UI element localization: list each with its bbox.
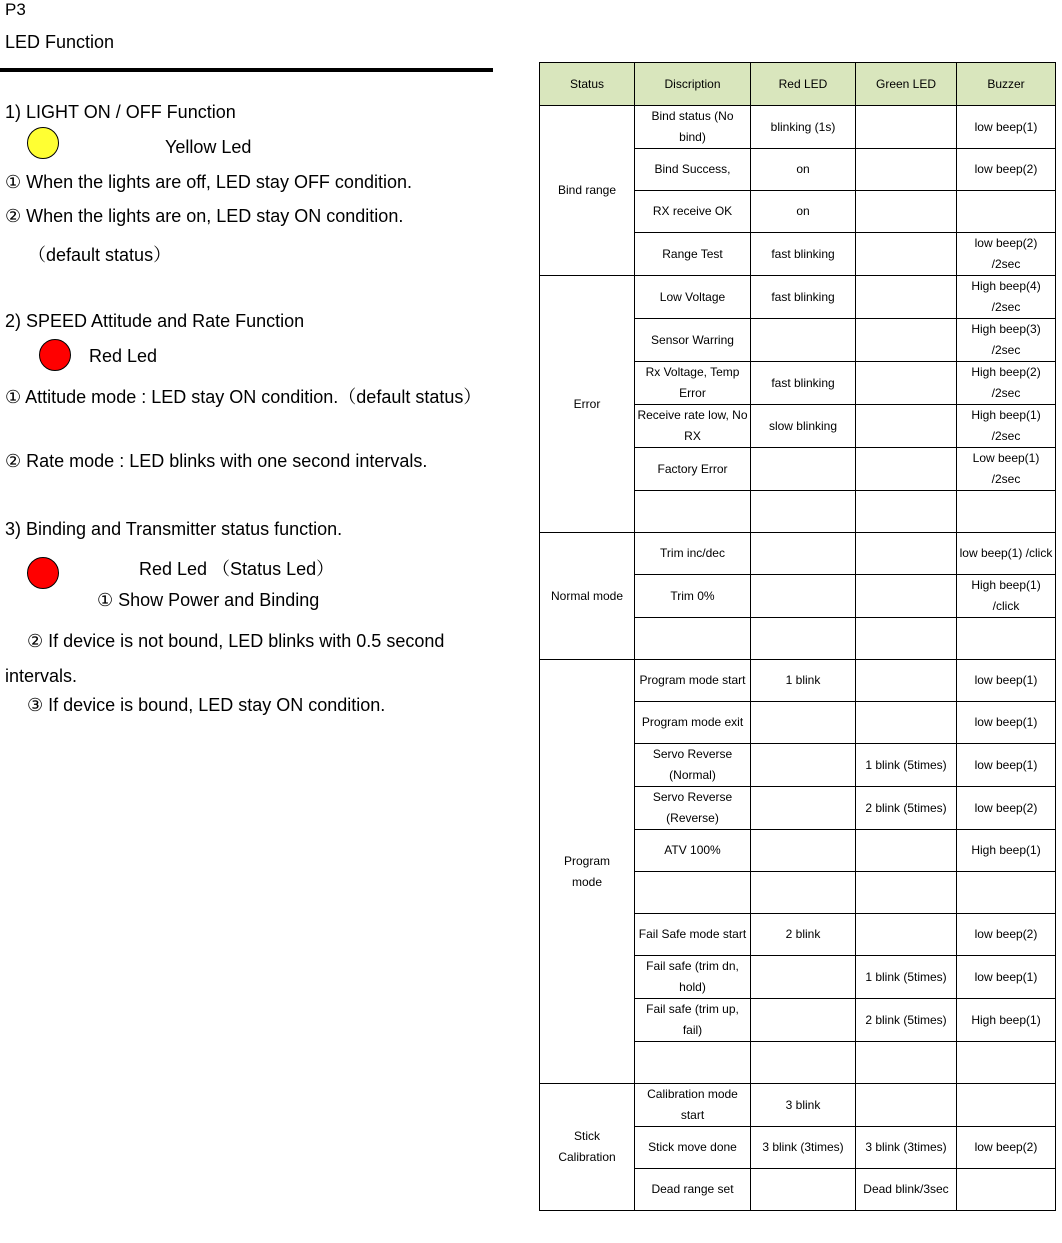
- header-red-led: Red LED: [751, 63, 856, 106]
- table-row: [540, 106, 1056, 149]
- buzzer-cell: low beep(1) /click: [957, 533, 1056, 575]
- red-led-cell: blinking (1s): [751, 106, 856, 149]
- description-cell: Stick move done: [635, 1127, 751, 1169]
- table-row: [540, 533, 1056, 575]
- green-led-cell: [856, 319, 957, 362]
- buzzer-cell: High beep(1): [957, 999, 1056, 1042]
- red-led-cell: [751, 872, 856, 914]
- description-cell: Low Voltage: [635, 276, 751, 319]
- green-led-cell: [856, 872, 957, 914]
- description-cell: Rx Voltage, Temp Error: [635, 362, 751, 405]
- green-led-cell: [856, 914, 957, 956]
- buzzer-cell: [957, 1084, 1056, 1127]
- buzzer-cell: [957, 191, 1056, 233]
- description-cell: Trim inc/dec: [635, 533, 751, 575]
- buzzer-cell: High beep(1) /2sec: [957, 405, 1056, 448]
- red-led-cell: [751, 702, 856, 744]
- description-cell: Bind status (No bind): [635, 106, 751, 149]
- status-cell: Normal mode: [540, 533, 635, 660]
- red-led-cell: 3 blink: [751, 1084, 856, 1127]
- red-led-icon: [39, 339, 71, 371]
- led-status-table: [539, 62, 1056, 1211]
- green-led-cell: 2 blink (5times): [856, 999, 957, 1042]
- green-led-cell: [856, 830, 957, 872]
- green-led-cell: [856, 233, 957, 276]
- description-cell: [635, 872, 751, 914]
- green-led-cell: [856, 276, 957, 319]
- buzzer-cell: Low beep(1) /2sec: [957, 448, 1056, 491]
- buzzer-cell: [957, 872, 1056, 914]
- header-green-led: Green LED: [856, 63, 957, 106]
- description-cell: ATV 100%: [635, 830, 751, 872]
- section-binding-heading: 3) Binding and Transmitter status function.: [5, 519, 343, 539]
- buzzer-cell: [957, 618, 1056, 660]
- table-header-row: [540, 63, 1056, 106]
- green-led-cell: [856, 533, 957, 575]
- description-cell: Program mode start: [635, 660, 751, 702]
- green-led-cell: [856, 405, 957, 448]
- red-led-cell: [751, 533, 856, 575]
- speed-item-1: ① Attitude mode : LED stay ON condition.（default status）: [5, 387, 482, 407]
- green-led-cell: [856, 106, 957, 149]
- red-led-cell: [751, 956, 856, 999]
- buzzer-cell: [957, 1169, 1056, 1211]
- section-speed-heading: 2) SPEED Attitude and Rate Function: [5, 311, 305, 331]
- buzzer-cell: High beep(2) /2sec: [957, 362, 1056, 405]
- green-led-cell: [856, 702, 957, 744]
- buzzer-cell: low beep(2): [957, 1127, 1056, 1169]
- green-led-cell: [856, 191, 957, 233]
- speed-led-label: Red Led: [89, 346, 158, 366]
- red-led-cell: slow blinking: [751, 405, 856, 448]
- green-led-cell: [856, 149, 957, 191]
- buzzer-cell: High beep(3) /2sec: [957, 319, 1056, 362]
- status-cell: Bind range: [540, 106, 635, 276]
- buzzer-cell: High beep(1): [957, 830, 1056, 872]
- light-item-2-note: （default status）: [28, 245, 172, 265]
- status-cell: Error: [540, 276, 635, 533]
- green-led-cell: 1 blink (5times): [856, 956, 957, 999]
- page-number: P3: [5, 0, 26, 19]
- buzzer-cell: High beep(4) /2sec: [957, 276, 1056, 319]
- description-cell: Calibration mode start: [635, 1084, 751, 1127]
- red-led-cell: 3 blink (3times): [751, 1127, 856, 1169]
- description-cell: Bind Success,: [635, 149, 751, 191]
- buzzer-cell: [957, 491, 1056, 533]
- yellow-led-icon: [27, 127, 59, 159]
- status-cell: Program mode: [540, 660, 635, 1084]
- buzzer-cell: low beep(1): [957, 702, 1056, 744]
- title-divider: [0, 68, 493, 72]
- buzzer-cell: low beep(1): [957, 956, 1056, 999]
- description-cell: Receive rate low, No RX: [635, 405, 751, 448]
- red-led-cell: [751, 575, 856, 618]
- description-cell: Servo Reverse (Reverse): [635, 787, 751, 830]
- green-led-cell: [856, 448, 957, 491]
- description-cell: Range Test: [635, 233, 751, 276]
- page-title: LED Function: [5, 32, 115, 52]
- buzzer-cell: low beep(2) /2sec: [957, 233, 1056, 276]
- red-led-cell: 1 blink: [751, 660, 856, 702]
- buzzer-cell: low beep(1): [957, 106, 1056, 149]
- green-led-cell: [856, 491, 957, 533]
- red-led-cell: [751, 1042, 856, 1084]
- binding-led-label: Red Led （Status Led）: [139, 559, 335, 579]
- red-led-cell: [751, 787, 856, 830]
- red-led-cell: 2 blink: [751, 914, 856, 956]
- green-led-cell: 3 blink (3times): [856, 1127, 957, 1169]
- binding-item-1: ① Show Power and Binding: [97, 590, 320, 610]
- green-led-cell: [856, 1042, 957, 1084]
- buzzer-cell: low beep(1): [957, 744, 1056, 787]
- red-led-cell: on: [751, 149, 856, 191]
- description-cell: Program mode exit: [635, 702, 751, 744]
- green-led-cell: 2 blink (5times): [856, 787, 957, 830]
- red-led-cell: [751, 830, 856, 872]
- description-cell: Fail Safe mode start: [635, 914, 751, 956]
- red-led-cell: [751, 319, 856, 362]
- binding-item-2: ② If device is not bound, LED blinks with 0.5 second intervals.: [5, 631, 445, 686]
- header-description: Discription: [635, 63, 751, 106]
- green-led-cell: 1 blink (5times): [856, 744, 957, 787]
- buzzer-cell: low beep(2): [957, 149, 1056, 191]
- red-led-cell: [751, 999, 856, 1042]
- description-cell: Sensor Warring: [635, 319, 751, 362]
- status-led-icon: [27, 557, 59, 589]
- description-cell: [635, 1042, 751, 1084]
- description-cell: Dead range set: [635, 1169, 751, 1211]
- buzzer-cell: low beep(2): [957, 914, 1056, 956]
- light-led-label: Yellow Led: [165, 137, 252, 157]
- buzzer-cell: low beep(2): [957, 787, 1056, 830]
- description-cell: Fail safe (trim up, fail): [635, 999, 751, 1042]
- table-row: [540, 660, 1056, 702]
- red-led-cell: fast blinking: [751, 362, 856, 405]
- description-cell: Factory Error: [635, 448, 751, 491]
- section-light-heading: 1) LIGHT ON / OFF Function: [5, 102, 236, 122]
- description-cell: Fail safe (trim dn, hold): [635, 956, 751, 999]
- status-cell: Stick Calibration: [540, 1084, 635, 1211]
- speed-item-2: ② Rate mode : LED blinks with one second intervals.: [5, 451, 428, 471]
- description-cell: RX receive OK: [635, 191, 751, 233]
- green-led-cell: Dead blink/3sec: [856, 1169, 957, 1211]
- red-led-cell: [751, 491, 856, 533]
- red-led-cell: [751, 448, 856, 491]
- red-led-cell: on: [751, 191, 856, 233]
- green-led-cell: [856, 660, 957, 702]
- table-row: [540, 276, 1056, 319]
- buzzer-cell: High beep(1) /click: [957, 575, 1056, 618]
- green-led-cell: [856, 575, 957, 618]
- buzzer-cell: low beep(1): [957, 660, 1056, 702]
- table-row: [540, 1084, 1056, 1127]
- description-cell: Trim 0%: [635, 575, 751, 618]
- description-cell: [635, 491, 751, 533]
- green-led-cell: [856, 618, 957, 660]
- buzzer-cell: [957, 1042, 1056, 1084]
- red-led-cell: [751, 744, 856, 787]
- red-led-cell: fast blinking: [751, 233, 856, 276]
- red-led-cell: [751, 1169, 856, 1211]
- green-led-cell: [856, 1084, 957, 1127]
- header-buzzer: Buzzer: [957, 63, 1056, 106]
- header-status: Status: [540, 63, 635, 106]
- description-cell: [635, 618, 751, 660]
- light-item-2: ② When the lights are on, LED stay ON condition.: [5, 206, 404, 226]
- description-cell: Servo Reverse (Normal): [635, 744, 751, 787]
- light-item-1: ① When the lights are off, LED stay OFF condition.: [5, 172, 412, 192]
- green-led-cell: [856, 362, 957, 405]
- red-led-cell: [751, 618, 856, 660]
- red-led-cell: fast blinking: [751, 276, 856, 319]
- binding-item-3: ③ If device is bound, LED stay ON condition.: [27, 695, 386, 715]
